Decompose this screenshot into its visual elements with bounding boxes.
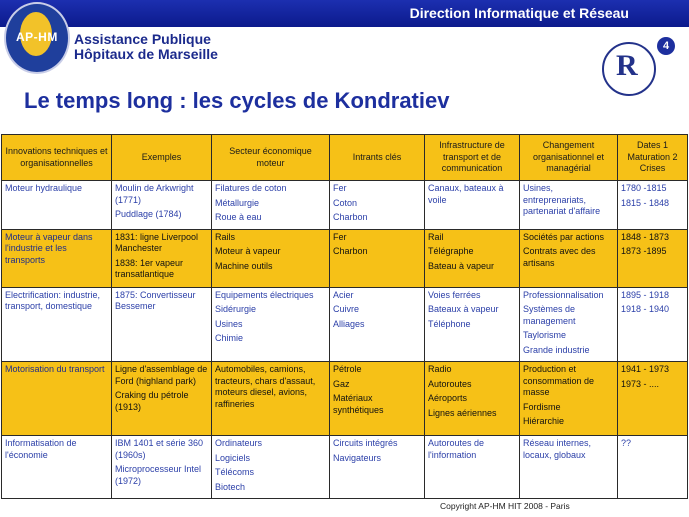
cell-line: Sidérurgie bbox=[215, 304, 257, 314]
cell-line: Roue à eau bbox=[215, 212, 262, 222]
cell-line: Fer bbox=[333, 183, 347, 193]
cell-line: 1848 - 1873 bbox=[621, 231, 670, 242]
table-cell bbox=[212, 181, 330, 230]
table-cell bbox=[112, 436, 212, 499]
cell-line: Puddlage (1784) bbox=[115, 209, 182, 219]
cell-line: Equipements électriques bbox=[215, 289, 314, 300]
table-cell bbox=[2, 229, 112, 287]
top-banner bbox=[0, 0, 689, 27]
cell-line: Filatures de coton bbox=[215, 183, 287, 193]
quality-seal-icon bbox=[602, 42, 656, 96]
cell-line: Charbon bbox=[333, 246, 368, 256]
cell-line: Rails bbox=[215, 231, 236, 242]
table-cell bbox=[425, 436, 520, 499]
table-cell bbox=[618, 287, 688, 362]
cell-line: Radio bbox=[428, 364, 452, 374]
table-cell bbox=[330, 181, 425, 230]
table-cell bbox=[425, 362, 520, 436]
cell-line: Craking du pétrole (1913) bbox=[115, 390, 189, 412]
table-cell bbox=[330, 229, 425, 287]
cell-line: Grande industrie bbox=[523, 344, 590, 355]
cell-line: Cuivre bbox=[333, 304, 360, 314]
column-header: Secteur économique moteur bbox=[212, 135, 330, 181]
cell-line: Canaux, bateaux à voile bbox=[428, 183, 504, 205]
cell-line: Circuits intégrés bbox=[333, 438, 398, 448]
cell-line: 1875: Convertisseur Bessemer bbox=[115, 289, 196, 311]
table-cell bbox=[425, 229, 520, 287]
cell-line: Ordinateurs bbox=[215, 438, 263, 448]
cell-line: Usines, entreprenariats, partenariat d'affaire bbox=[523, 183, 601, 216]
seal-letter: R bbox=[616, 49, 638, 82]
cell-line: Motorisation du transport bbox=[5, 364, 105, 374]
table-cell bbox=[618, 181, 688, 230]
org-name-line1: Assistance Publique bbox=[74, 31, 211, 47]
table-cell bbox=[330, 436, 425, 499]
cell-line: 1873 -1895 bbox=[621, 246, 667, 256]
organization-name bbox=[74, 32, 218, 62]
table-cell bbox=[2, 436, 112, 499]
table-row bbox=[2, 181, 688, 230]
cell-line: Télécoms bbox=[215, 467, 255, 477]
table-cell bbox=[2, 181, 112, 230]
cell-line: Gaz bbox=[333, 378, 350, 389]
table-row bbox=[2, 229, 688, 287]
cell-line: Sociétés par actions bbox=[523, 231, 605, 242]
cell-line: Réseau internes, locaux, globaux bbox=[523, 438, 592, 460]
cell-line: Téléphone bbox=[428, 318, 471, 329]
slide-title: Le temps long : les cycles de Kondratiev bbox=[24, 88, 450, 113]
table-cell bbox=[212, 287, 330, 362]
cell-line: Pétrole bbox=[333, 364, 362, 374]
table-cell bbox=[520, 229, 618, 287]
cell-line: 1831: ligne Liverpool Manchester bbox=[115, 231, 199, 253]
cell-line: Charbon bbox=[333, 212, 368, 222]
column-header: Dates 1 Maturation 2 Crises bbox=[618, 135, 688, 181]
column-header: Innovations techniques et organisationnelles bbox=[2, 135, 112, 181]
cell-line: Usines bbox=[215, 318, 243, 329]
table-cell bbox=[2, 362, 112, 436]
cell-line: Moteur à vapeur dans l'industrie et les transports bbox=[5, 231, 93, 265]
cell-line: Autoroutes de l'information bbox=[428, 438, 485, 460]
cell-line: Systèmes de management bbox=[523, 304, 576, 326]
cell-line: Bateaux à vapeur bbox=[428, 304, 499, 314]
cell-line: Navigateurs bbox=[333, 452, 382, 463]
cell-line: Moulin de Arkwright (1771) bbox=[115, 183, 194, 205]
table-cell bbox=[330, 287, 425, 362]
cell-line: IBM 1401 et série 360 (1960s) bbox=[115, 438, 204, 460]
table-cell bbox=[425, 181, 520, 230]
cell-line: Coton bbox=[333, 197, 358, 208]
cell-line: Chimie bbox=[215, 333, 244, 343]
table-cell bbox=[112, 287, 212, 362]
table-cell bbox=[618, 436, 688, 499]
cell-line: 1838: 1er vapeur transatlantique bbox=[115, 257, 184, 279]
copyright-footer: Copyright AP-HM HIT 2008 - Paris bbox=[440, 501, 570, 511]
cell-line: Hiérarchie bbox=[523, 416, 565, 426]
cell-line: 1918 - 1940 bbox=[621, 304, 670, 314]
table-cell bbox=[2, 287, 112, 362]
table-cell bbox=[520, 181, 618, 230]
table-cell bbox=[520, 287, 618, 362]
cell-line: Moteur hydraulique bbox=[5, 183, 83, 193]
slide-number-badge: 4 bbox=[657, 37, 675, 55]
cell-line: Moteur à vapeur bbox=[215, 246, 281, 256]
cell-line: Informatisation de l'économie bbox=[5, 438, 77, 460]
cell-line: Machine outils bbox=[215, 260, 273, 271]
cell-line: 1895 - 1918 bbox=[621, 289, 670, 300]
cell-line: Lignes aériennes bbox=[428, 407, 497, 418]
column-header: Intrants clés bbox=[330, 135, 425, 181]
table-cell bbox=[425, 287, 520, 362]
table-cell bbox=[520, 362, 618, 436]
logo-text: AP-HM bbox=[16, 30, 58, 44]
table-cell bbox=[112, 362, 212, 436]
cell-line: Rail bbox=[428, 231, 444, 242]
table-row bbox=[2, 362, 688, 436]
org-name-line2: Hôpitaux de Marseille bbox=[74, 46, 218, 62]
cell-line: Métallurgie bbox=[215, 197, 260, 208]
table-row bbox=[2, 287, 688, 362]
table-cell bbox=[618, 362, 688, 436]
cell-line: Fordisme bbox=[523, 401, 561, 412]
cell-line: Biotech bbox=[215, 481, 246, 492]
cell-line: Microprocesseur Intel (1972) bbox=[115, 464, 202, 486]
cell-line: Fer bbox=[333, 231, 347, 242]
cell-line: Automobiles, camions, tracteurs, chars d'assaut, moteurs diesel, avions, raffineries bbox=[215, 364, 316, 409]
table-cell bbox=[212, 362, 330, 436]
table-cell bbox=[212, 229, 330, 287]
cell-line: 1973 - .... bbox=[621, 378, 660, 389]
table-cell bbox=[618, 229, 688, 287]
cell-line: Aéroports bbox=[428, 393, 468, 403]
banner-title: Direction Informatique et Réseau bbox=[409, 5, 629, 21]
table-cell bbox=[520, 436, 618, 499]
column-header: Changement organisationnel et managérial bbox=[520, 135, 618, 181]
cell-line: Contrats avec des artisans bbox=[523, 246, 596, 268]
cell-line: 1780 -1815 bbox=[621, 183, 667, 193]
cell-line: Matériaux synthétiques bbox=[333, 393, 384, 415]
table-cell bbox=[112, 181, 212, 230]
cell-line: Electrification: industrie, transport, domestique bbox=[5, 289, 101, 311]
table-cell bbox=[330, 362, 425, 436]
cell-line: 1815 - 1848 bbox=[621, 197, 670, 208]
cell-line: Voies ferrées bbox=[428, 289, 481, 300]
kondratiev-table bbox=[1, 134, 688, 499]
column-header: Infrastructure de transport et de communication bbox=[425, 135, 520, 181]
cell-line: Télégraphe bbox=[428, 246, 474, 256]
cell-line: Ligne d'assemblage de Ford (highland park) bbox=[115, 364, 208, 386]
cell-line: Bateau à vapeur bbox=[428, 260, 495, 271]
cell-line: Production et consommation de masse bbox=[523, 364, 595, 397]
cell-line: Alliages bbox=[333, 318, 365, 329]
cell-line: Taylorisme bbox=[523, 330, 567, 340]
cell-line: 1941 - 1973 bbox=[621, 364, 670, 374]
aphm-logo bbox=[4, 2, 70, 74]
table-cell bbox=[112, 229, 212, 287]
cell-line: Professionnalisation bbox=[523, 289, 604, 300]
table-cell bbox=[212, 436, 330, 499]
cell-line: Logiciels bbox=[215, 452, 251, 463]
table-row bbox=[2, 436, 688, 499]
column-header: Exemples bbox=[112, 135, 212, 181]
table-header-row bbox=[2, 135, 688, 181]
cell-line: Autoroutes bbox=[428, 378, 472, 389]
cell-line: ?? bbox=[621, 438, 632, 448]
cell-line: Acier bbox=[333, 289, 354, 300]
